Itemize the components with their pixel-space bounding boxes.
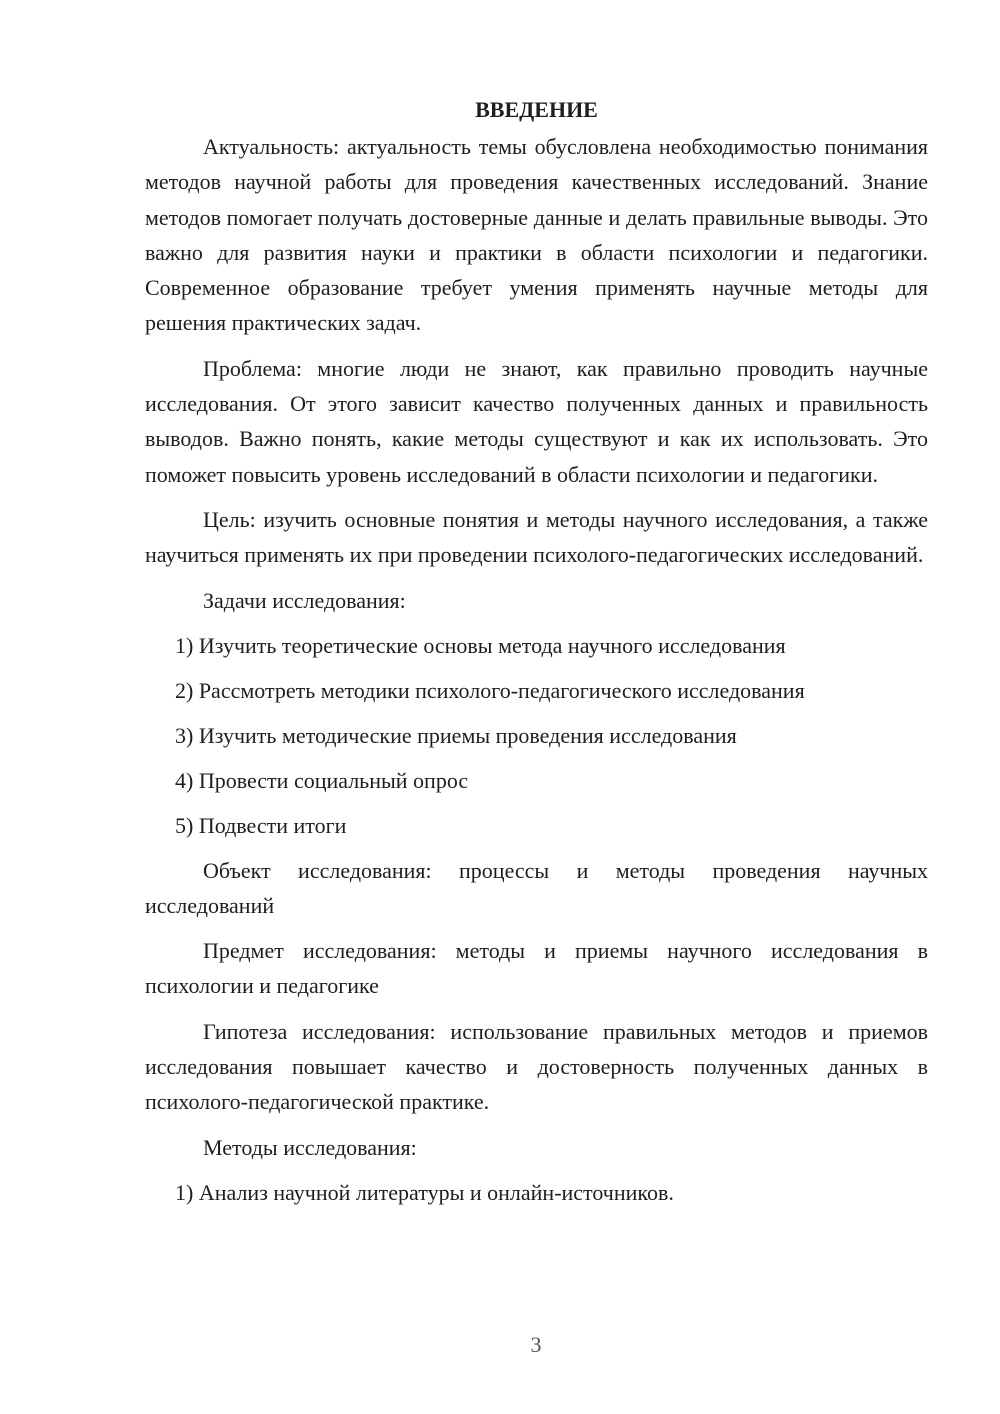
problem-paragraph: Проблема: многие люди не знают, как правильно проводить научные исследования. От этого зависит качество полученных данных и правильность выводов. Важно понять, какие методы существуют и как их использовать. Это поможет повысить уровень исследований в области психологии и педагогики. bbox=[145, 355, 928, 487]
goal-paragraph: Цель: изучить основные понятия и методы научного исследования, а также научиться применять их при проведении психолого-педагогических исследований. bbox=[145, 506, 928, 568]
document-page bbox=[145, 92, 928, 1220]
list-item: 1) Изучить теоретические основы метода научного исследования bbox=[175, 632, 786, 658]
subject-paragraph: Предмет исследования: методы и приемы научного исследования в психологии и педагогике bbox=[145, 938, 928, 999]
tasks-list bbox=[145, 628, 928, 843]
methods-list bbox=[145, 1175, 928, 1210]
hypothesis-paragraph: Гипотеза исследования: использование правильных методов и приемов исследования повышает качество и достоверность полученных данных в психолого-педагогической практике. bbox=[145, 1018, 928, 1115]
list-item: 2) Рассмотреть методики психолого-педагогического исследования bbox=[175, 677, 805, 703]
list-item: 5) Подвести итоги bbox=[175, 812, 347, 838]
list-item: 3) Изучить методические приемы проведения исследования bbox=[175, 722, 737, 748]
relevance-paragraph: Актуальность: актуальность темы обусловлена необходимостью понимания методов научной работы для проведения качественных исследований. Знание методов помогает получать достоверные данные и делать правильные выводы. Это важно для развития науки и практики в области психологии и педагогики. Современное образование требует умения применять научные методы для решения практических задач. bbox=[145, 134, 928, 336]
list-item: 4) Провести социальный опрос bbox=[175, 767, 469, 793]
object-paragraph: Объект исследования: процессы и методы проведения научных исследований bbox=[145, 857, 928, 918]
list-item: 1) Анализ научной литературы и онлайн-источников. bbox=[175, 1179, 674, 1205]
methods-label: Методы исследования: bbox=[203, 1134, 417, 1160]
page-number: 3 bbox=[530, 1332, 542, 1357]
section-title: ВВЕДЕНИЕ bbox=[475, 97, 598, 122]
tasks-label: Задачи исследования: bbox=[203, 587, 406, 613]
